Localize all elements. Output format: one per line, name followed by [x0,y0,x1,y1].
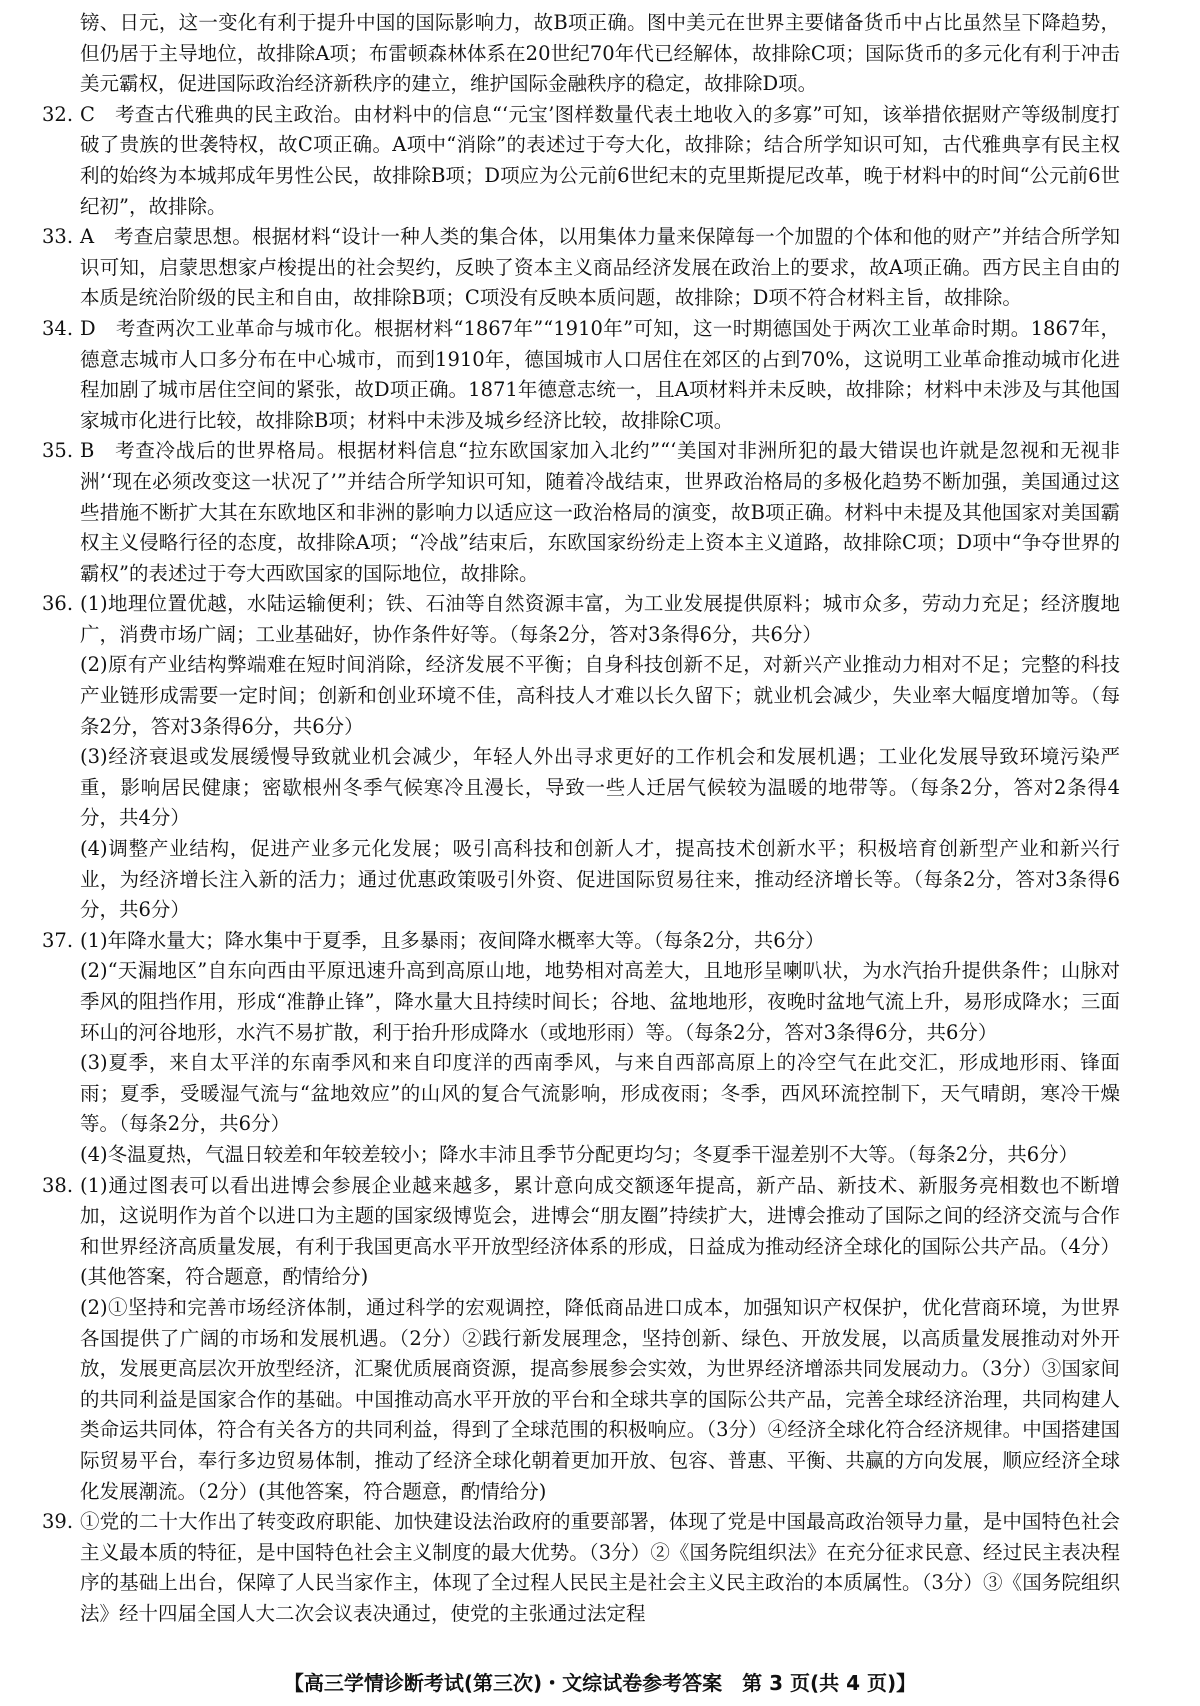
item-text: C 考查古代雅典的民主政治。由材料中的信息“‘元宝’图样数量代表土地收入的多寡”可知，该举措依据财产等级制度打破了贵族的世袭特权，故C项正确。A项中“消除”的表述过于夸大化，故排除；结合所学知识可知，古代雅典享有民主权利的始终为本城邦成年男性公民，故排除B项；D项应为公元前6世纪末的克里斯提尼改革，晚于材料中的时间“公元前6世纪初”，故排除。 [80,102,1120,218]
item-text: D 考查两次工业革命与城市化。根据材料“1867年”“1910年”可知，这一时期德国处于两次工业革命时期。1867年，德意志城市人口多分布在中心城市，而到1910年，德国城市人口居住在郊区的占到70%，这说明工业革命推动城市化进程加剧了城市居住空间的紧张，故D项正确。1871年德意志统一，且A项材料并未反映，故排除；材料中未涉及与其他国家城市化进行比较，故排除B项；材料中未涉及城乡经济比较，故排除C项。 [80,316,1120,432]
item-subpart: (3)经济衰退或发展缓慢导致就业机会减少，年轻人外出寻求更好的工作机会和发展机遇；工业化发展导致环境污染严重，影响居民健康；密歇根州冬季气候寒冷且漫长，导致一些人迁居气候较为温暖的地带等。（每条2分，答对2条得4分，共4分） [80,745,1120,830]
item-text: (1)通过图表可以看出进博会参展企业越来越多，累计意向成交额逐年提高，新产品、新技术、新服务亮相数也不断增加，这说明作为首个以进口为主题的国家级博览会，进博会“朋友圈”持续扩大，进博会推动了国际之间的经济交流与合作和世界经济高质量发展，有利于我国更高水平开放型经济体系的形成，日益成为推动经济全球化的国际公共产品。（4分）(其他答案，符合题意，酌情给分) [80,1173,1120,1289]
item-subpart: (4)调整产业结构，促进产业多元化发展；吸引高科技和创新人才，提高技术创新水平；积极培育创新型产业和新兴行业，为经济增长注入新的活力；通过优惠政策吸引外资、促进国际贸易往来，推动经济增长等。（每条2分，答对3条得6分，共6分） [80,837,1120,922]
item-number: 39. [42,1510,74,1534]
answer-item-36 [42,589,1120,926]
item-subpart: (3)夏季，来自太平洋的东南季风和来自印度洋的西南季风，与来自西部高原上的冷空气在此交汇，形成地形雨、锋面雨；夏季，受暖湿气流与“盆地效应”的山风的复合气流影响，形成夜雨；冬季，西风环流控制下，天气晴朗，寒冷干燥等。（每条2分，共6分） [80,1051,1120,1136]
answer-page [42,8,1120,1629]
answer-item-32 [42,100,1120,222]
item-number: 36. [42,592,74,616]
item-number: 34. [42,316,74,340]
item-subpart: (2)“天漏地区”自东向西由平原迅速升高到高原山地，地势相对高差大，且地形呈喇叭状，为水汽抬升提供条件；山脉对季风的阻挡作用，形成“准静止锋”，降水量大且持续时间长；谷地、盆地地形，夜晚时盆地气流上升，易形成降水；三面环山的河谷地形，水汽不易扩散，利于抬升形成降水（或地形雨）等。（每条2分，答对3条得6分，共6分） [80,959,1120,1044]
item-text: ①党的二十大作出了转变政府职能、加快建设法治政府的重要部署，体现了党是中国最高政治领导力量，是中国特色社会主义最本质的特征，是中国特色社会主义制度的最大优势。（3分）②《国务院组织法》在充分征求民意、经过民主表决程序的基础上出台，保障了人民当家作主，体现了全过程人民民主是社会主义民主政治的本质属性。（3分）③《国务院组织法》经十四届全国人大二次会议表决通过，使党的主张通过法定程 [80,1510,1120,1625]
item-number: 32. [42,102,74,126]
page-footer: 【高三学情诊断考试(第三次)・文综试卷参考答案 第 3 页(共 4 页)】 [283,1671,917,1695]
item-text: A 考查启蒙思想。根据材料“设计一种人类的集合体，以用集体力量来保障每一个加盟的个体和他的财产”并结合所学知识可知，启蒙思想家卢梭提出的社会契约，反映了资本主义商品经济发展在政治上的要求，故A项正确。西方民主自由的本质是统治阶级的民主和自由，故排除B项；C项没有反映本质问题，故排除；D项不符合材料主旨，故排除。 [80,225,1120,310]
item-subpart: (2)①坚持和完善市场经济体制，通过科学的宏观调控，降低商品进口成本，加强知识产权保护，优化营商环境，为世界各国提供了广阔的市场和发展机遇。（2分）②践行新发展理念，坚持创新、绿色、开放发展，以高质量发展推动对外开放，发展更高层次开放型经济，汇聚优质展商资源，提高参展参会实效，为世界经济增添共同发展动力。（3分）③国家间的共同利益是国家合作的基础。中国推动高水平开放的平台和全球共享的国际公共产品，完善全球经济治理，共同构建人类命运共同体，符合有关各方的共同利益，得到了全球范围的积极响应。（3分）④经济全球化符合经济规律。中国搭建国际贸易平台，奉行多边贸易体制，推动了经济全球化朝着更加开放、包容、普惠、平衡、共赢的方向发展，顺应经济全球化发展潮流。（2分）(其他答案，符合题意，酌情给分) [80,1295,1120,1503]
answer-item-38 [42,1171,1120,1508]
item-subpart: (2)原有产业结构弊端难在短时间消除，经济发展不平衡；自身科技创新不足，对新兴产业推动力相对不足；完整的科技产业链形成需要一定时间；创新和创业环境不佳，高科技人才难以长久留下；就业机会减少，失业率大幅度增加等。（每条2分，答对3条得6分，共6分） [80,653,1120,738]
answer-item-35 [42,436,1120,589]
item-subpart: (4)冬温夏热，气温日较差和年较差较小；降水丰沛且季节分配更均匀；冬夏季干湿差别不大等。（每条2分，共6分） [80,1142,1079,1166]
answer-item-33 [42,222,1120,314]
answer-item-39 [42,1507,1120,1629]
item-text: (1)年降水量大；降水集中于夏季，且多暴雨；夜间降水概率大等。（每条2分，共6分） [80,928,825,952]
item-text: (1)地理位置优越，水陆运输便利；铁、石油等自然资源丰富，为工业发展提供原料；城市众多，劳动力充足；经济腹地广，消费市场广阔；工业基础好，协作条件好等。（每条2分，答对3条得6分，共6分） [80,592,1120,646]
item-number: 35. [42,439,74,463]
item-number: 38. [42,1173,74,1197]
answer-item-34 [42,314,1120,436]
item-number: 33. [42,225,74,249]
item-text: B 考查冷战后的世界格局。根据材料信息“拉东欧国家加入北约”“‘美国对非洲所犯的最大错误也许就是忽视和无视非洲’‘现在必须改变这一状况了’”并结合所学知识可知，随着冷战结束，世界政治格局的多极化趋势不断加强，美国通过这些措施不断扩大其在东欧地区和非洲的影响力以适应这一政治格局的演变，故B项正确。材料中未提及其他国家对美国霸权主义侵略行径的态度，故排除A项；“冷战”结束后，东欧国家纷纷走上资本主义道路，故排除C项；D项中“争夺世界的霸权”的表述过于夸大西欧国家的国际地位，故排除。 [80,439,1120,585]
intro-paragraph: 镑、日元，这一变化有利于提升中国的国际影响力，故B项正确。图中美元在世界主要储备货币中占比虽然呈下降趋势，但仍居于主导地位，故排除A项；布雷顿森林体系在20世纪70年代已经解体，故排除C项；国际货币的多元化有利于冲击美元霸权，促进国际政治经济新秩序的建立，维护国际金融秩序的稳定，故排除D项。 [80,11,1120,96]
item-number: 37. [42,928,74,952]
answer-item-37 [42,926,1120,1171]
